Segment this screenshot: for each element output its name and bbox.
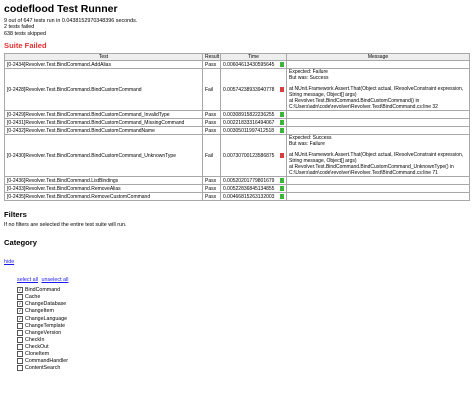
table-row (5, 193, 470, 201)
column-header-test: Test (5, 54, 203, 61)
test-message-cell (287, 61, 470, 69)
pass-status-indicator (280, 112, 284, 117)
fail-status-indicator (280, 87, 284, 92)
category-label: ChangeTemplate (25, 322, 66, 329)
category-item (17, 365, 470, 372)
test-time-value: 0.00574238933940778 (223, 86, 275, 93)
selection-links (17, 277, 470, 284)
checkbox-unchecked[interactable] (17, 351, 23, 357)
test-result-cell: Fail (203, 135, 221, 177)
test-message-cell (287, 127, 470, 135)
checkbox-unchecked[interactable] (17, 330, 23, 336)
filters-note: If no filters are selected the entire test suite will run. (4, 222, 127, 229)
test-name-cell: [0-2435]Revolver.Test.BindCommand.RemoveCustomCommand (5, 193, 203, 201)
category-label: ChangeItem (25, 308, 54, 315)
pass-status-indicator (280, 186, 284, 191)
checkbox-checked[interactable]: ✓ (18, 287, 22, 293)
pass-status-indicator (280, 120, 284, 125)
category-item (17, 308, 470, 315)
category-item (17, 358, 470, 365)
table-row (5, 69, 470, 111)
test-time-value: 0.00522836845134855 (223, 185, 275, 192)
test-time-cell (221, 119, 287, 127)
column-header-result: Result (203, 54, 221, 61)
pass-status-indicator (280, 194, 284, 199)
test-time-value: 0.00604613430595645 (223, 61, 275, 68)
test-message-cell (287, 111, 470, 119)
page-title: codeflood Test Runner (4, 3, 118, 15)
test-time-cell (221, 127, 287, 135)
test-message-cell (287, 193, 470, 201)
test-time-value: 0.00730700123586875 (223, 152, 275, 159)
category-item (17, 294, 470, 301)
test-result-cell: Pass (203, 61, 221, 69)
table-row (5, 135, 470, 177)
test-time-cell (221, 61, 287, 69)
test-message-cell (287, 185, 470, 193)
category-item (17, 287, 470, 294)
table-row (5, 127, 470, 135)
summary-tests-failed: 2 tests failed (4, 24, 35, 31)
category-label: CloneItem (25, 351, 50, 358)
test-name-cell: [0-2432]Revolver.Test.BindCommand.BindCustomCommandName (5, 127, 203, 135)
category-item (17, 350, 470, 357)
summary-tests-skipped: 638 tests skipped (4, 30, 46, 37)
category-label: ChangeVersion (25, 329, 62, 336)
pass-status-indicator (280, 178, 284, 183)
test-time-value: 0.00221833316494067 (223, 119, 275, 126)
category-label: ChangeDatabase (25, 301, 67, 308)
test-time-value: 0.00520201779801679 (223, 177, 275, 184)
test-result-cell: Pass (203, 127, 221, 135)
table-row (5, 111, 470, 119)
fail-status-indicator (280, 153, 284, 158)
category-item (17, 343, 470, 350)
summary-tests-run: 9 out of 647 tests run in 0.0438152970348396 seconds. (4, 18, 138, 24)
category-item (17, 329, 470, 336)
test-name-cell: [0-2428]Revolver.Test.BindCommand.BindCustomCommand (5, 69, 203, 111)
checkbox-unchecked[interactable] (17, 323, 23, 329)
test-result-cell: Pass (203, 177, 221, 185)
test-message-cell (287, 135, 470, 177)
checkbox-checked[interactable]: ✓ (18, 301, 22, 307)
select-all-link[interactable]: select all (17, 276, 38, 283)
test-result-cell: Fail (203, 69, 221, 111)
test-time-value: 0.00308915822236255 (223, 111, 275, 118)
category-heading: Category (4, 237, 37, 247)
message-line: Expected: Success (289, 135, 332, 142)
category-label: CommandHandler (25, 358, 68, 365)
test-time-cell (221, 135, 287, 177)
test-result-cell: Pass (203, 185, 221, 193)
test-name-cell: [0-2433]Revolver.Test.BindCommand.RemoveAlias (5, 185, 203, 193)
test-message-cell (287, 177, 470, 185)
table-row (5, 119, 470, 127)
table-row (5, 61, 470, 69)
test-time-cell (221, 69, 287, 111)
category-label: Cache (25, 294, 41, 301)
checkbox-unchecked[interactable] (17, 337, 23, 343)
pass-status-indicator (280, 128, 284, 133)
category-item (17, 336, 470, 343)
column-header-message: Message (287, 54, 470, 61)
checkbox-unchecked[interactable] (17, 294, 23, 300)
checkbox-unchecked[interactable] (17, 365, 23, 371)
category-item (17, 301, 470, 308)
test-name-cell: [0-2431]Revolver.Test.BindCommand.BindCustomCommand_MissingCommand (5, 119, 203, 127)
test-name-cell: [0-2430]Revolver.Test.BindCommand.BindCustomCommand_UnknownType (5, 135, 203, 177)
category-label: CheckIn (25, 336, 45, 343)
message-line: But was: Success (289, 75, 329, 82)
results-header-row (5, 54, 470, 61)
test-result-cell: Pass (203, 111, 221, 119)
message-line: at NUnit.Framework.Assert.That(Object actual, IResolveConstraint expression, String message, Object[] args) (289, 86, 464, 99)
test-time-value: 0.00466815263132003 (223, 193, 275, 200)
message-line: But was: Failure (289, 141, 325, 148)
category-label: CheckOut (25, 343, 49, 350)
run-summary (4, 18, 470, 37)
test-message-cell (287, 69, 470, 111)
message-line: at NUnit.Framework.Assert.That(Object actual, IResolveConstraint expression, String message, Object[] args) (289, 152, 464, 165)
checkbox-checked[interactable]: ✓ (18, 308, 22, 314)
test-time-value: 0.00305011997412518 (223, 127, 275, 134)
checkbox-unchecked[interactable] (17, 358, 23, 364)
results-table (4, 53, 470, 201)
suite-status: Suite Failed (4, 41, 47, 51)
test-message-cell (287, 119, 470, 127)
test-time-cell (221, 185, 287, 193)
pass-status-indicator (280, 62, 284, 67)
test-name-cell: [0-2434]Revolver.Test.BindCommand.AddAlias (5, 61, 203, 69)
filters-heading: Filters (4, 210, 27, 220)
test-time-cell (221, 193, 287, 201)
table-row (5, 185, 470, 193)
results-body (5, 61, 470, 201)
unselect-all-link[interactable]: unselect all (41, 276, 69, 283)
hide-link[interactable]: hide (4, 258, 15, 265)
test-result-cell: Pass (203, 193, 221, 201)
category-label: BindCommand (25, 287, 61, 294)
test-time-cell (221, 111, 287, 119)
message-line: at Revolver.Test.BindCommand.BindCustomCommand_UnknownType() in C:\Users\adn\code\revolver\Revolver.Test\BindCommand.cs:line 71 (289, 164, 454, 177)
category-label: ContentSearch (25, 365, 61, 372)
category-list (17, 287, 470, 372)
test-time-cell (221, 177, 287, 185)
category-label: ChangeLanguage (25, 315, 68, 322)
message-line: Expected: Failure (289, 69, 328, 76)
test-name-cell: [0-2436]Revolver.Test.BindCommand.ListBindings (5, 177, 203, 185)
test-result-cell: Pass (203, 119, 221, 127)
category-item (17, 322, 470, 329)
table-row (5, 177, 470, 185)
category-item (17, 315, 470, 322)
checkbox-checked[interactable]: ✓ (18, 315, 22, 321)
message-line: at Revolver.Test.BindCommand.BindCustomCommand() in C:\Users\adn\code\revolver\Revolver.Test\BindCommand.cs:line 32 (289, 98, 438, 111)
column-header-time: Time (221, 54, 287, 61)
test-name-cell: [0-2429]Revolver.Test.BindCommand.BindCustomCommand_InvalidType (5, 111, 203, 119)
checkbox-unchecked[interactable] (17, 344, 23, 350)
